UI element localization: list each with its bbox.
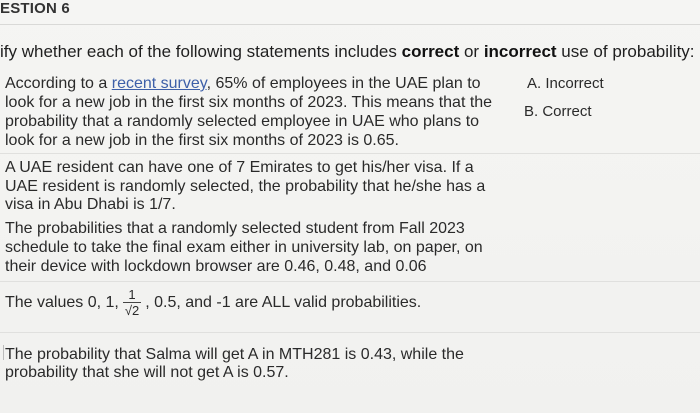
statement-1-line-2: look for a new job in the first six months of 2023. This means that the xyxy=(5,94,493,111)
instructions-middle: or xyxy=(459,42,484,61)
statement-3-line-1: The probabilities that a randomly selected student from Fall 2023 xyxy=(5,220,465,237)
statement-divider xyxy=(0,153,700,154)
statement-2-line-3: visa in Abu Dhabi is 1/7. xyxy=(5,196,176,213)
statement-5-line-1: The probability that Salma will get A in MTH281 is 0.43, while the xyxy=(5,346,464,363)
question-header: ESTION 6 xyxy=(0,0,70,17)
statement-2-line-2: UAE resident is randomly selected, the probability that he/she has a xyxy=(5,178,486,195)
statement-5-line-2: probability that she will not get A is 0.57. xyxy=(5,364,289,381)
statement-3-line-2: schedule to take the final exam either in university lab, on paper, on xyxy=(5,239,483,256)
statement-2-line-1: A UAE resident can have one of 7 Emirates to get his/her visa. If a xyxy=(5,159,474,176)
instructions-suffix: use of probability: xyxy=(556,42,695,61)
recent-survey-link[interactable]: recent survey xyxy=(111,75,207,92)
statement-divider xyxy=(0,332,700,333)
statement-divider xyxy=(0,281,700,282)
statement-1-line-1: According to a recent survey, 65% of employees in the UAE plan to xyxy=(5,75,481,92)
fraction-one-over-root-two: $\frac{1}{√2}$ xyxy=(124,287,140,318)
keyword-correct: correct xyxy=(401,42,460,61)
statement-3-line-3: their device with lockdown browser are 0.46, 0.48, and 0.06 xyxy=(5,258,427,275)
option-b-correct[interactable]: B. Correct xyxy=(524,103,592,120)
instructions-prefix: ify whether each of the following statements includes xyxy=(0,42,402,61)
option-a-incorrect[interactable]: A. Incorrect xyxy=(527,75,604,92)
instructions xyxy=(0,42,695,62)
keyword-incorrect: incorrect xyxy=(483,42,557,61)
statement-1-line-4: look for a new job in the first six months of 2023 is 0.65. xyxy=(5,132,399,149)
header-divider xyxy=(0,24,700,25)
statement-1-line-3: probability that a randomly selected employee in UAE who plans to xyxy=(5,113,480,130)
statement-4: The values 0, 1, $\frac{1}{√2}$ , 0.5, and -1 are ALL valid probabilities. xyxy=(5,287,422,318)
